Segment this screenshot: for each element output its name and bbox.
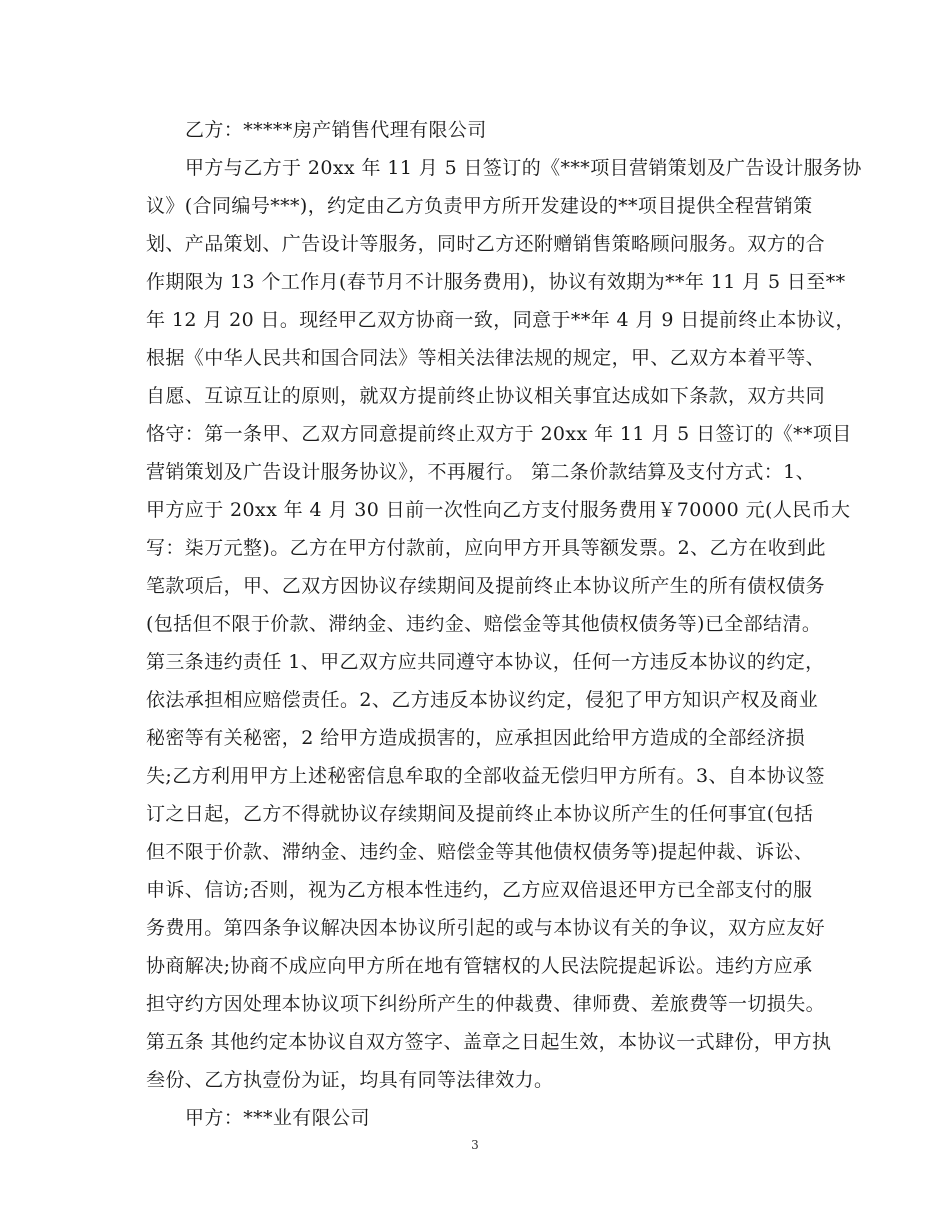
body-line: 营销策划及广告设计服务协议》，不再履行。 第二条价款结算及支付方式：1、 (146, 461, 816, 483)
body-line: 务费用。第四条争议解决因本协议所引起的或与本协议有关的争议，双方应友好 (146, 917, 826, 939)
body-line: 年 12 月 20 日。现经甲乙双方协商一致，同意于**年 4 月 9 日提前终止本协议， (146, 309, 855, 331)
body-line: 订之日起，乙方不得就协议存续期间及提前终止本协议所产生的任何事宜(包括 (146, 803, 814, 825)
party-b-line: 乙方：*****房产销售代理有限公司 (185, 119, 487, 141)
body-line: 担守约方因处理本协议项下纠纷所产生的仲裁费、律师费、差旅费等一切损失。 (146, 993, 826, 1015)
body-line: 划、产品策划、广告设计等服务，同时乙方还附赠销售策略顾问服务。双方的合 (146, 233, 826, 255)
body-line: 叁份、乙方执壹份为证，均具有同等法律效力。 (146, 1069, 554, 1091)
body-line: 自愿、互谅互让的原则，就双方提前终止协议相关事宜达成如下条款，双方共同 (146, 385, 826, 407)
body-line: 依法承担相应赔偿责任。2、乙方违反本协议约定，侵犯了甲方知识产权及商业 (146, 689, 819, 711)
body-line: 恪守：第一条甲、乙双方同意提前终止双方于 20xx 年 11 月 5 日签订的《**项目 (146, 423, 852, 445)
body-line: 写：柒万元整)。乙方在甲方付款前，应向甲方开具等额发票。2、乙方在收到此 (146, 537, 826, 559)
body-line: 第五条 其他约定本协议自双方签字、盖章之日起生效，本协议一式肆份，甲方执 (146, 1031, 832, 1053)
body-line: 协商解决;协商不成应向甲方所在地有管辖权的人民法院提起诉讼。违约方应承 (146, 955, 813, 977)
body-line: 秘密等有关秘密，2 给甲方造成损害的，应承担因此给甲方造成的全部经济损 (146, 727, 806, 749)
body-line: 失;乙方利用甲方上述秘密信息牟取的全部收益无偿归甲方所有。3、自本协议签 (146, 765, 825, 787)
body-line: 笔款项后，甲、乙双方因协议存续期间及提前终止本协议所产生的所有债权债务 (146, 575, 826, 597)
body-line: 甲方应于 20xx 年 4 月 30 日前一次性向乙方支付服务费用￥70000 元(人民币大 (146, 499, 851, 521)
body-line: 根据《中华人民共和国合同法》等相关法律法规的规定，甲、乙双方本着平等、 (146, 347, 826, 369)
party-a-line: 甲方：***业有限公司 (185, 1107, 370, 1129)
body-line: 作期限为 13 个工作月(春节月不计服务费用)，协议有效期为**年 11 月 5 日至** (146, 271, 846, 293)
body-line: (包括但不限于价款、滞纳金、违约金、赔偿金等其他债权债务等)已全部结清。 (146, 613, 822, 635)
body-line: 第三条违约责任 1、甲乙双方应共同遵守本协议，任何一方违反本协议的约定， (146, 651, 825, 673)
body-line: 甲方与乙方于 20xx 年 11 月 5 日签订的《***项目营销策划及广告设计服务协 (185, 157, 862, 179)
body-line: 但不限于价款、滞纳金、违约金、赔偿金等其他债权债务等)提起仲裁、诉讼、 (146, 841, 814, 863)
page-number: 3 (471, 1138, 479, 1152)
body-line: 申诉、信访;否则，视为乙方根本性违约，乙方应双倍退还甲方已全部支付的服 (146, 879, 813, 901)
body-line: 议》(合同编号***)，约定由乙方负责甲方所开发建设的**项目提供全程营销策 (146, 195, 813, 217)
